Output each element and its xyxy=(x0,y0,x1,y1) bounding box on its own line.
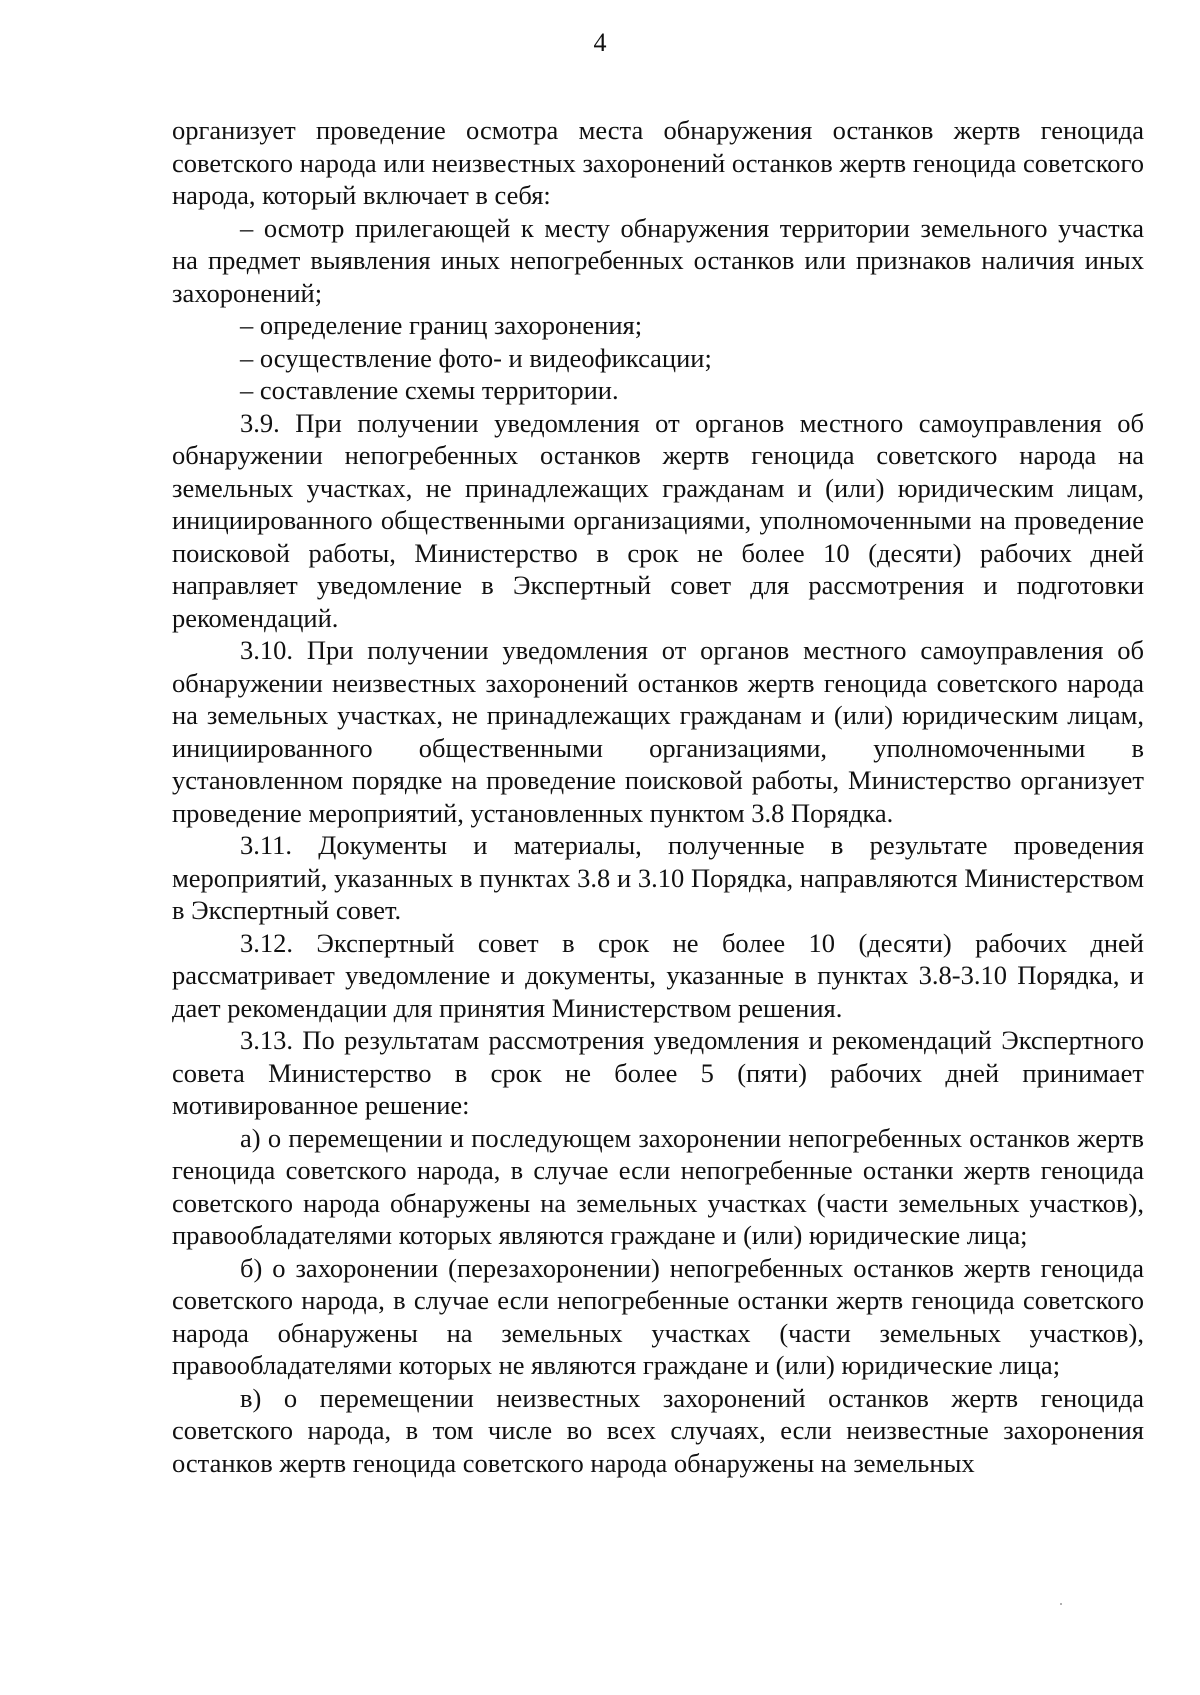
scan-speck xyxy=(1060,1603,1062,1605)
list-item-territory-scheme: – составление схемы территории. xyxy=(240,375,619,405)
subclause-a: а) о перемещении и последующем захоронении непогребенных останков жертв геноцида советского народа, в случае если непогребенные останки жертв геноцида советского народа обнаружены на земельных участках (части земельных участков), правообладателями которых являются граждане и (или) юридические лица; xyxy=(172,1122,1144,1250)
clause-3-11: 3.11. Документы и материалы, полученные в результате проведения мероприятий, указанных в пунктах 3.8 и 3.10 Порядка, направляются Министерством в Экспертный совет. xyxy=(172,830,1144,925)
list-item-boundaries: – определение границ захоронения; xyxy=(240,310,643,340)
paragraph-inspection-intro: организует проведение осмотра места обнаружения останков жертв геноцида советского народа или неизвестных захоронений останков жертв геноцида советского народа, который включает в себя: xyxy=(172,115,1144,210)
page-number: 4 xyxy=(593,28,607,57)
document-body xyxy=(172,114,1144,1479)
list-item-adjacent-inspection: – осмотр прилегающей к месту обнаружения территории земельного участка на предмет выявления иных непогребенных останков или признаков наличия иных захоронений; xyxy=(172,212,1144,308)
list-item-photo-video: – осуществление фото- и видеофиксации; xyxy=(240,342,712,373)
clause-3-13: 3.13. По результатам рассмотрения уведомления и рекомендаций Экспертного совета Министерство в срок не более 5 (пяти) рабочих дней принимает мотивированное решение: xyxy=(172,1025,1144,1120)
clause-3-12: 3.12. Экспертный совет в срок не более 10 (десяти) рабочих дней рассматривает уведомление и документы, указанные в пунктах 3.8-3.10 Порядка, и дает рекомендации для принятия Министерством решения. xyxy=(172,927,1144,1023)
subclause-b: б) о захоронении (перезахоронении) непогребенных останков жертв геноцида советского народа, в случае если непогребенные останки жертв геноцида советского народа обнаружены на земельных участках (части земельных участков), правообладателями которых не являются граждане и (или) юридические лица; xyxy=(172,1252,1144,1380)
subclause-v: в) о перемещении неизвестных захоронений останков жертв геноцида советского народа, в том числе во всех случаях, если неизвестные захоронения останков жертв геноцида советского народа обнаружены на земельных xyxy=(172,1382,1144,1478)
clause-3-9: 3.9. При получении уведомления от органов местного самоуправления об обнаружении непогребенных останков жертв геноцида советского народа на земельных участках, не принадлежащих гражданам и (или) юридическим лицам, инициированного общественными организациями, уполномоченными на проведение поисковой работы, Министерство в срок не более 10 (десяти) рабочих дней направляет уведомление в Экспертный совет для рассмотрения и подготовки рекомендаций. xyxy=(172,407,1144,633)
clause-3-10: 3.10. При получении уведомления от органов местного самоуправления об обнаружении неизвестных захоронений останков жертв геноцида советского народа на земельных участках, не принадлежащих гражданам и (или) юридическим лицам, инициированного общественными организациями, уполномоченными в установленном порядке на проведение поисковой работы, Министерство организует проведение мероприятий, установленных пунктом 3.8 Порядка. xyxy=(172,635,1144,828)
